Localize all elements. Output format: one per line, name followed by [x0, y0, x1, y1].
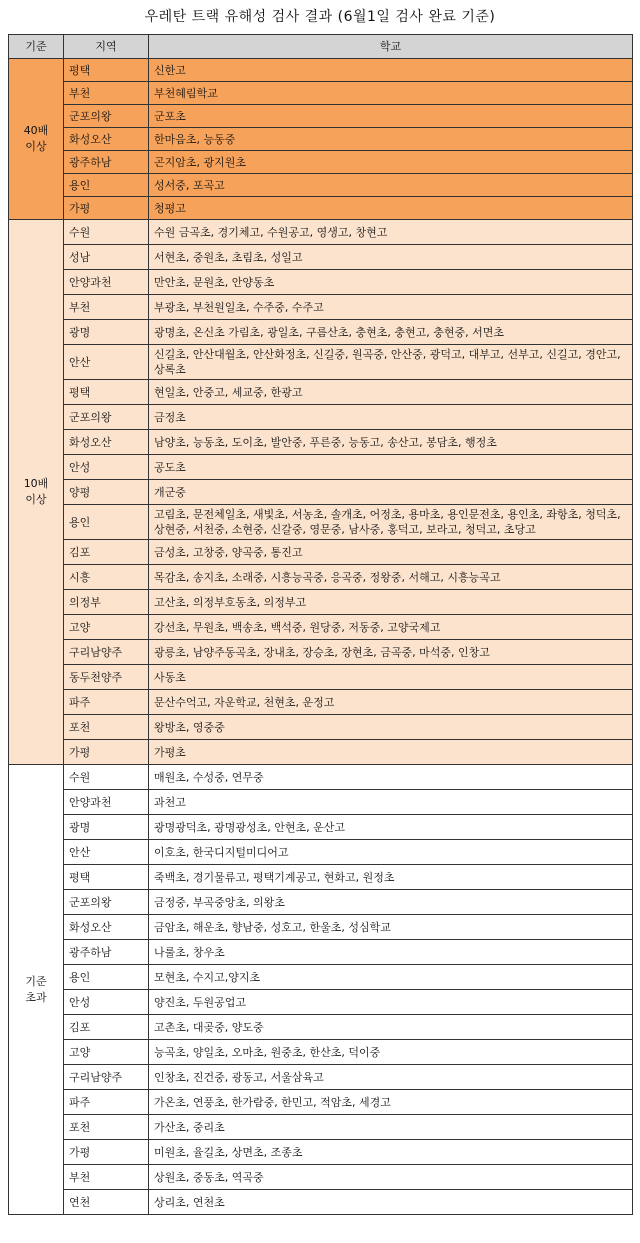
- header-school: 학교: [149, 35, 633, 59]
- table-row: [9, 1090, 633, 1115]
- table-row: [9, 245, 633, 270]
- school-cell: 가산초, 중리초: [149, 1115, 633, 1140]
- group-10x-label: 10배 이상: [9, 220, 64, 765]
- school-cell: 공도초: [149, 455, 633, 480]
- table-row: [9, 430, 633, 455]
- school-cell: 신한고: [149, 59, 633, 82]
- table-row: [9, 197, 633, 220]
- region-cell: 김포: [64, 1015, 149, 1040]
- region-cell: 군포의왕: [64, 890, 149, 915]
- table-row: [9, 380, 633, 405]
- school-cell: 청평고: [149, 197, 633, 220]
- region-cell: 광명: [64, 815, 149, 840]
- table-row: [9, 320, 633, 345]
- school-cell: 문산수억고, 자운학교, 천현초, 운정고: [149, 690, 633, 715]
- region-cell: 안성: [64, 455, 149, 480]
- region-cell: 연천: [64, 1190, 149, 1215]
- school-cell: 광명초, 온신초 가림초, 광일초, 구름산초, 충현초, 충현고, 충현중, 서면초: [149, 320, 633, 345]
- table-row: [9, 565, 633, 590]
- table-header-row: [9, 35, 633, 59]
- table-row: [9, 740, 633, 765]
- school-cell: 남양초, 능동초, 도이초, 발안중, 푸른중, 능동고, 송산고, 봉담초, 행정초: [149, 430, 633, 455]
- table-row: [9, 765, 633, 790]
- region-cell: 부천: [64, 295, 149, 320]
- table-row: [9, 295, 633, 320]
- school-cell: 광명광덕초, 광명광성초, 안현초, 운산고: [149, 815, 633, 840]
- table-row: [9, 1040, 633, 1065]
- region-cell: 평택: [64, 59, 149, 82]
- school-cell: 광릉초, 남양주동곡초, 장내초, 장승초, 장현초, 금곡중, 마석중, 인창고: [149, 640, 633, 665]
- school-cell: 금성초, 고창중, 양곡중, 통진고: [149, 540, 633, 565]
- document-title: 우레탄 트랙 유해성 검사 결과 (6월1일 검사 완료 기준): [144, 9, 496, 25]
- region-cell: 평택: [64, 380, 149, 405]
- table-row: [9, 505, 633, 540]
- table-row: [9, 540, 633, 565]
- school-cell: 강선초, 무원초, 백송초, 백석중, 원당중, 저동중, 고양국제고: [149, 615, 633, 640]
- school-cell: 고산초, 의정부호동초, 의정부고: [149, 590, 633, 615]
- school-cell: 능곡초, 양일초, 오마초, 원중초, 한산초, 덕이중: [149, 1040, 633, 1065]
- school-cell: 양진초, 두원공업고: [149, 990, 633, 1015]
- region-cell: 구리남양주: [64, 1065, 149, 1090]
- region-cell: 파주: [64, 690, 149, 715]
- region-cell: 안양과천: [64, 270, 149, 295]
- school-cell: 금암초, 해운초, 향남중, 성호고, 한울초, 성심학교: [149, 915, 633, 940]
- school-cell: 왕방초, 영중중: [149, 715, 633, 740]
- school-cell: 한마음초, 능동중: [149, 128, 633, 151]
- school-cell: 이호초, 한국디지털미디어고: [149, 840, 633, 865]
- region-cell: 김포: [64, 540, 149, 565]
- region-cell: 포천: [64, 715, 149, 740]
- region-cell: 광주하남: [64, 151, 149, 174]
- region-cell: 용인: [64, 965, 149, 990]
- school-cell: 부천혜림학교: [149, 82, 633, 105]
- table-row: [9, 990, 633, 1015]
- region-cell: 수원: [64, 765, 149, 790]
- school-cell: 가평초: [149, 740, 633, 765]
- header-region: 지역: [64, 35, 149, 59]
- school-cell: 상리초, 연천초: [149, 1190, 633, 1215]
- table-row: [9, 1140, 633, 1165]
- region-cell: 광명: [64, 320, 149, 345]
- table-row: [9, 840, 633, 865]
- school-cell: 가온초, 연풍초, 한가람중, 한민고, 적암초, 세경고: [149, 1090, 633, 1115]
- school-cell: 수원 금곡초, 경기체고, 수원공고, 영생고, 창현고: [149, 220, 633, 245]
- table-row: [9, 1190, 633, 1215]
- table-row: [9, 405, 633, 430]
- region-cell: 부천: [64, 1165, 149, 1190]
- header-criteria: 기준: [9, 35, 64, 59]
- region-cell: 화성오산: [64, 128, 149, 151]
- school-cell: 매원초, 수성중, 연무중: [149, 765, 633, 790]
- region-cell: 군포의왕: [64, 405, 149, 430]
- school-cell: 죽백초, 경기물류고, 평택기계공고, 현화고, 원정초: [149, 865, 633, 890]
- region-cell: 군포의왕: [64, 105, 149, 128]
- region-cell: 안성: [64, 990, 149, 1015]
- region-cell: 가평: [64, 1140, 149, 1165]
- table-row: [9, 615, 633, 640]
- table-row: [9, 82, 633, 105]
- table-row: [9, 640, 633, 665]
- table-row: [9, 105, 633, 128]
- school-cell: 인창초, 진건중, 광동고, 서울삼육고: [149, 1065, 633, 1090]
- school-cell: 신길초, 안산대월초, 안산화정초, 신길중, 원곡중, 안산중, 광덕고, 대부고, 선부고, 신길고, 경안고, 상록초: [149, 345, 633, 380]
- school-cell: 나룰초, 창우초: [149, 940, 633, 965]
- region-cell: 부천: [64, 82, 149, 105]
- school-cell: 성서중, 포곡고: [149, 174, 633, 197]
- school-cell: 과천고: [149, 790, 633, 815]
- region-cell: 화성오산: [64, 430, 149, 455]
- table-row: [9, 270, 633, 295]
- school-cell: 상원초, 중동초, 역곡중: [149, 1165, 633, 1190]
- region-cell: 안양과천: [64, 790, 149, 815]
- region-cell: 가평: [64, 740, 149, 765]
- table-row: [9, 815, 633, 840]
- region-cell: 양평: [64, 480, 149, 505]
- table-body: [9, 59, 633, 1215]
- school-cell: 모현초, 수지고,양지초: [149, 965, 633, 990]
- region-cell: 의정부: [64, 590, 149, 615]
- region-cell: 용인: [64, 174, 149, 197]
- table-row: [9, 220, 633, 245]
- region-cell: 고양: [64, 615, 149, 640]
- table-row: [9, 151, 633, 174]
- region-cell: 안산: [64, 345, 149, 380]
- table-row: [9, 1165, 633, 1190]
- table-row: [9, 790, 633, 815]
- table-row: [9, 965, 633, 990]
- region-cell: 시흥: [64, 565, 149, 590]
- table-row: [9, 480, 633, 505]
- region-cell: 성남: [64, 245, 149, 270]
- region-cell: 광주하남: [64, 940, 149, 965]
- table-row: [9, 715, 633, 740]
- region-cell: 가평: [64, 197, 149, 220]
- school-cell: 고림초, 문전체일초, 새빛초, 서농초, 솔개초, 어정초, 용마초, 용인문전초, 용인초, 좌항초, 청덕초, 상현중, 서천중, 소현중, 신갈중, 영문중, 남사중, 홍덕고, 보라고, 청덕고, 초당고: [149, 505, 633, 540]
- school-cell: 개군중: [149, 480, 633, 505]
- table-row: [9, 590, 633, 615]
- table-row: [9, 59, 633, 82]
- school-cell: 금정초: [149, 405, 633, 430]
- school-cell: 미원초, 율길초, 상면초, 조종초: [149, 1140, 633, 1165]
- region-cell: 평택: [64, 865, 149, 890]
- school-cell: 고촌초, 대곶중, 양도중: [149, 1015, 633, 1040]
- school-cell: 현일초, 안중고, 세교중, 한광고: [149, 380, 633, 405]
- school-cell: 군포초: [149, 105, 633, 128]
- region-cell: 화성오산: [64, 915, 149, 940]
- school-cell: 부광초, 부천원일초, 수주중, 수주고: [149, 295, 633, 320]
- table-row: [9, 1015, 633, 1040]
- school-cell: 사동초: [149, 665, 633, 690]
- region-cell: 안산: [64, 840, 149, 865]
- region-cell: 용인: [64, 505, 149, 540]
- group-40x-label: 40배 이상: [9, 59, 64, 220]
- table-row: [9, 940, 633, 965]
- table-row: [9, 1115, 633, 1140]
- region-cell: 파주: [64, 1090, 149, 1115]
- group-over-standard-label: 기준 초과: [9, 765, 64, 1215]
- table-row: [9, 174, 633, 197]
- region-cell: 고양: [64, 1040, 149, 1065]
- region-cell: 수원: [64, 220, 149, 245]
- school-cell: 목감초, 송지초, 소래중, 시흥능곡중, 응곡중, 정왕중, 서해고, 시흥능곡고: [149, 565, 633, 590]
- table-row: [9, 915, 633, 940]
- table-row: [9, 865, 633, 890]
- school-cell: 곤지암초, 광지원초: [149, 151, 633, 174]
- region-cell: 구리남양주: [64, 640, 149, 665]
- results-table: [8, 34, 633, 1215]
- region-cell: 포천: [64, 1115, 149, 1140]
- school-cell: 만안초, 문원초, 안양동초: [149, 270, 633, 295]
- region-cell: 동두천양주: [64, 665, 149, 690]
- table-row: [9, 455, 633, 480]
- school-cell: 서현초, 중원초, 초림초, 성일고: [149, 245, 633, 270]
- table-row: [9, 665, 633, 690]
- table-row: [9, 890, 633, 915]
- table-row: [9, 690, 633, 715]
- school-cell: 금정중, 부곡중앙초, 의왕초: [149, 890, 633, 915]
- table-row: [9, 128, 633, 151]
- table-row: [9, 345, 633, 380]
- table-row: [9, 1065, 633, 1090]
